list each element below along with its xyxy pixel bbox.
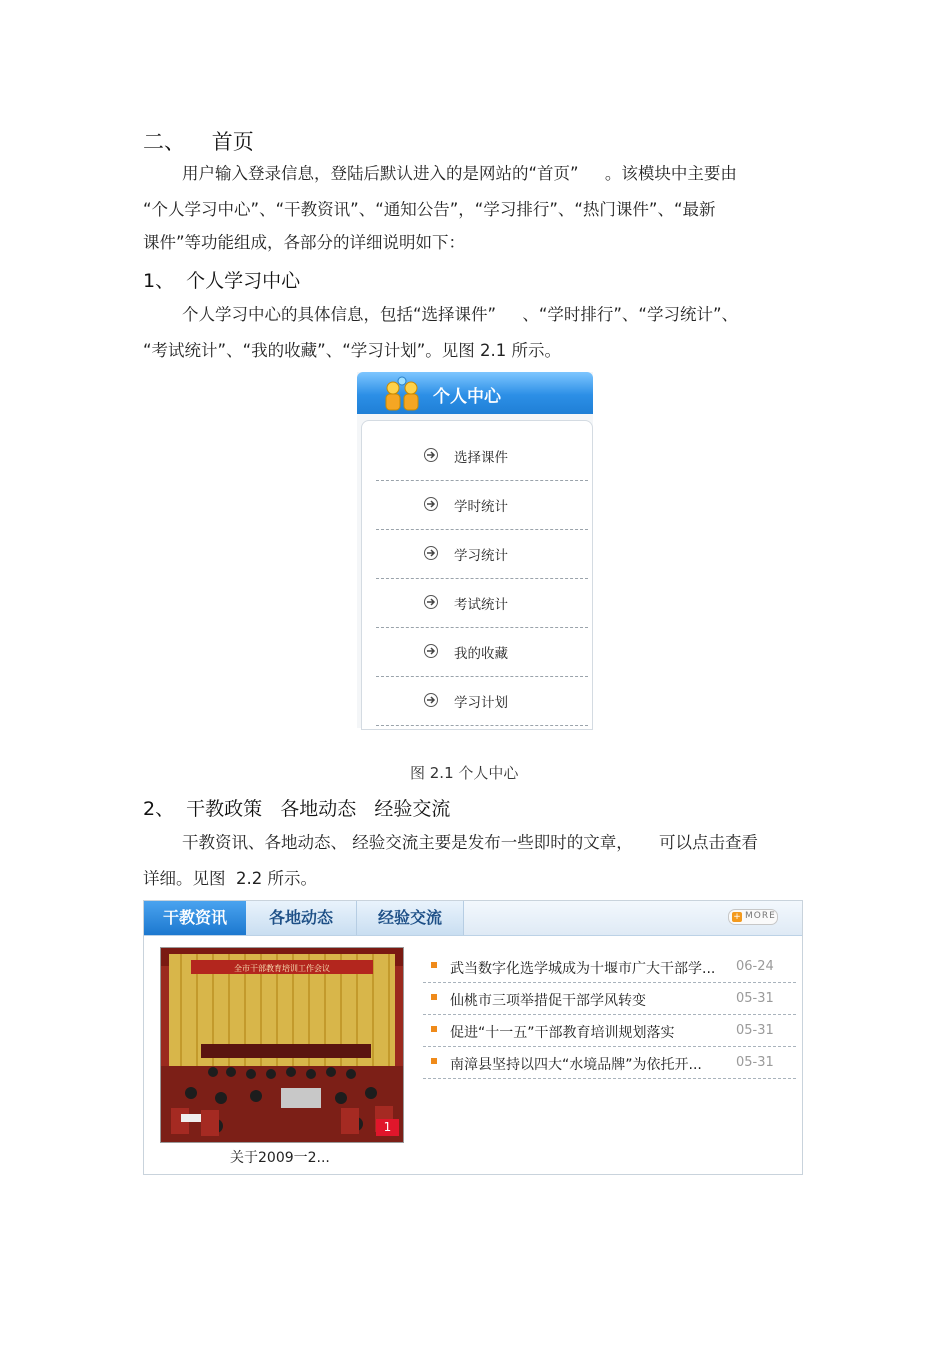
personal-center-header: [357, 372, 593, 414]
menu-item-select-course[interactable]: [376, 431, 588, 481]
news-widget: [143, 900, 803, 1175]
news-date: 05-31: [736, 1055, 774, 1070]
news-item[interactable]: [423, 951, 796, 983]
photo-index-badge[interactable]: 1: [376, 1119, 399, 1136]
news-title[interactable]: 促进“十一五”干部教育培训规划落实: [450, 1025, 675, 1041]
menu-item-label: 学习统计: [454, 548, 508, 564]
users-icon: [381, 376, 427, 412]
menu-item-label: 学习计划: [454, 695, 508, 711]
arrow-right-icon: [424, 448, 438, 462]
photo-caption[interactable]: 关于2009一2...: [230, 1150, 330, 1166]
menu-item-study-stats[interactable]: [376, 529, 588, 579]
arrow-right-icon: [424, 595, 438, 609]
bullet-icon: [431, 1058, 437, 1064]
subsection-2-heading: 2、 干教政策 各地动态 经验交流: [143, 798, 451, 820]
menu-item-label: 学时统计: [454, 499, 508, 515]
menu-item-label: 选择课件: [454, 450, 508, 466]
section-heading: 二、 首页: [143, 130, 254, 154]
menu-item-label: 考试统计: [454, 597, 508, 613]
tab-cadre-news[interactable]: 干教资讯: [144, 901, 246, 935]
news-title[interactable]: 仙桃市三项举措促干部学风转变: [450, 993, 646, 1009]
plus-icon: +: [733, 912, 741, 922]
personal-center-title: 个人中心: [433, 387, 501, 407]
arrow-right-icon: [424, 693, 438, 707]
personal-center-panel: [357, 372, 593, 728]
personal-center-menu: [361, 420, 593, 730]
news-item[interactable]: [423, 1015, 796, 1047]
more-button[interactable]: [728, 909, 778, 925]
news-date: 06-24: [736, 959, 774, 974]
bullet-icon: [431, 1026, 437, 1032]
intro-line-2: “个人学习中心”、“干教资讯”、“通知公告”，“学习排行”、“热门课件”、“最新: [143, 200, 716, 219]
menu-item-hours-stats[interactable]: [376, 480, 588, 530]
subsection-2-line-1: 干教资讯、各地动态、 经验交流主要是发布一些即时的文章， 可以点击查看: [182, 833, 758, 852]
bullet-icon: [431, 994, 437, 1000]
subsection-1-heading: 1、 个人学习中心: [143, 270, 301, 292]
news-title[interactable]: 南漳县坚持以四大“水境品牌”为依托开...: [450, 1057, 702, 1073]
news-title[interactable]: 武当数字化选学城成为十堰市广大干部学...: [450, 961, 716, 977]
figure-2-1-caption: 图 2.1 个人中心: [410, 764, 519, 782]
news-photo[interactable]: [160, 947, 404, 1143]
subsection-1-line-2: “考试统计”、“我的收藏”、“学习计划”。见图 2.1 所示。: [143, 341, 562, 360]
news-tab-bar: [144, 901, 802, 936]
news-item[interactable]: [423, 983, 796, 1015]
news-date: 05-31: [736, 991, 774, 1006]
tab-experience[interactable]: 经验交流: [357, 901, 464, 935]
arrow-right-icon: [424, 546, 438, 560]
arrow-right-icon: [424, 644, 438, 658]
subsection-2-line-2: 详细。见图 2.2 所示。: [143, 869, 317, 888]
bullet-icon: [431, 962, 437, 968]
menu-item-label: 我的收藏: [454, 646, 508, 662]
menu-item-exam-stats[interactable]: [376, 578, 588, 628]
news-date: 05-31: [736, 1023, 774, 1038]
meeting-photo-image: [161, 948, 403, 1142]
menu-item-favorites[interactable]: [376, 627, 588, 677]
more-label: MORE: [745, 911, 776, 921]
photo-banner-text: 全市干部教育培训工作会议: [234, 964, 330, 973]
subsection-1-line-1: 个人学习中心的具体信息，包括“选择课件” 、“学时排行”、“学习统计”、: [182, 305, 739, 324]
intro-line-1: 用户输入登录信息，登陆后默认进入的是网站的“首页” 。该模块中主要由: [182, 164, 737, 183]
tab-local-news[interactable]: 各地动态: [246, 901, 357, 935]
menu-item-study-plan[interactable]: [376, 676, 588, 726]
arrow-right-icon: [424, 497, 438, 511]
intro-line-3: 课件”等功能组成，各部分的详细说明如下：: [143, 233, 466, 252]
news-item[interactable]: [423, 1047, 796, 1079]
